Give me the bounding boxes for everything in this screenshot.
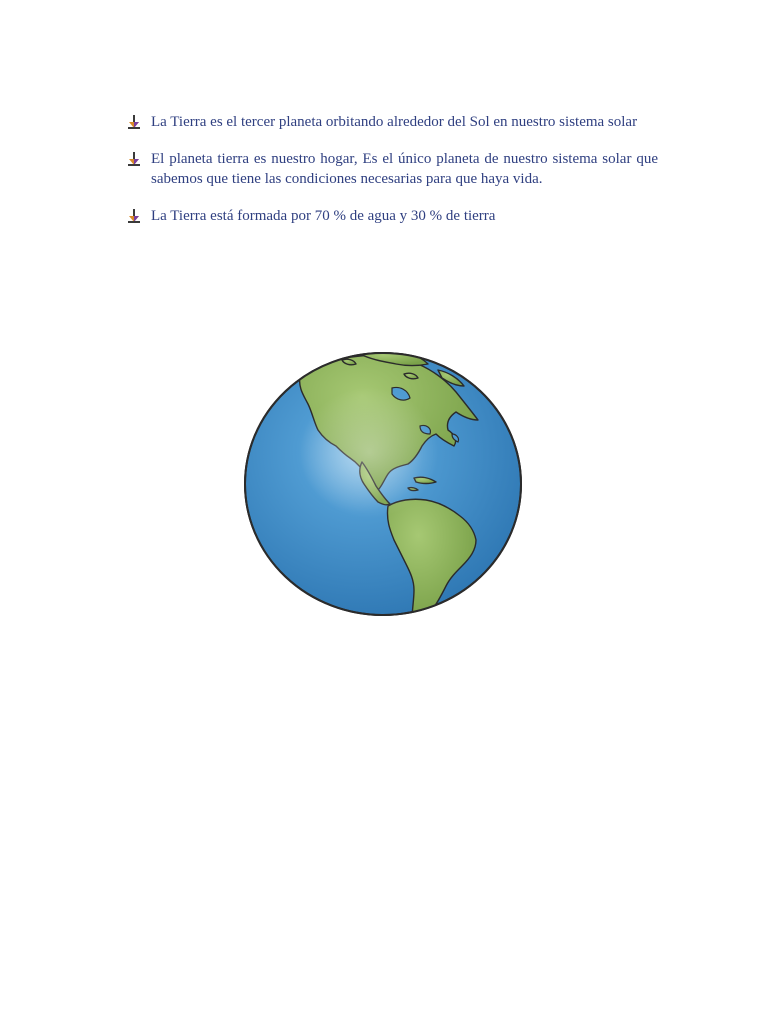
arrow-bullet-icon [128,209,140,223]
list-item [128,112,658,132]
list-item [128,149,658,189]
earth-globe-image [242,350,524,618]
bullet-list [128,112,658,243]
bullet-text: El planeta tierra es nuestro hogar, Es el único planeta de nuestro sistema solar que sabemos que tiene las condiciones necesarias para que haya vida. [151,151,658,187]
list-item [128,206,658,226]
bullet-text: La Tierra es el tercer planeta orbitando alrededor del Sol en nuestro sistema solar [151,114,638,130]
bullet-text: La Tierra está formada por 70 % de agua y 30 % de tierra [151,208,496,224]
earth-globe-icon [242,350,524,618]
arrow-bullet-icon [128,152,140,166]
arrow-bullet-icon [128,115,140,129]
